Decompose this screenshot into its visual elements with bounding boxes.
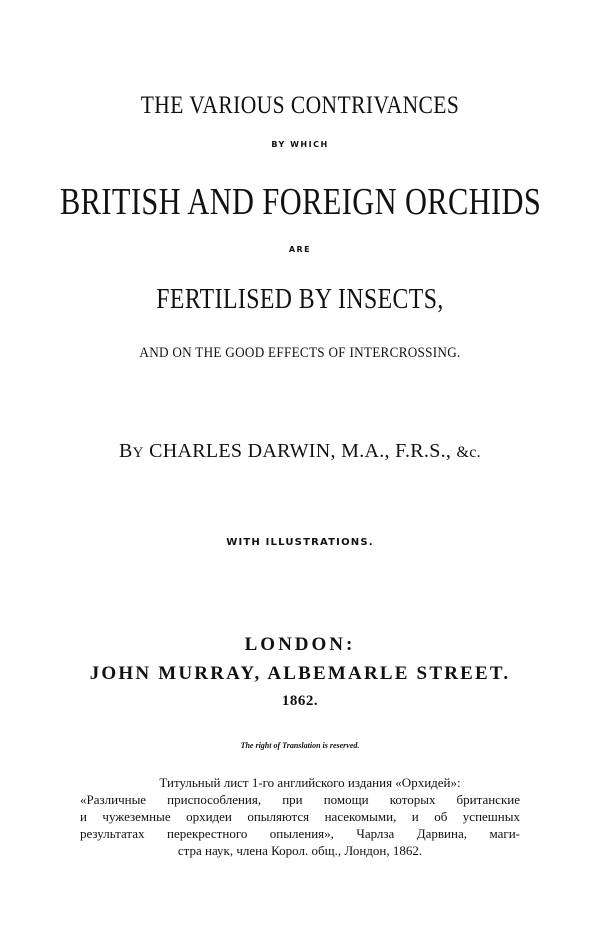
title-line-3: FERTILISED BY INSECTS,	[156, 283, 444, 315]
imprint-city: LONDON:	[244, 634, 356, 655]
caption-line: Титульный лист 1-го английского издания «Орхидей»:	[159, 775, 461, 790]
title-line-1: THE VARIOUS CONTRIVANCES	[140, 92, 460, 119]
illustrations-note: WITH ILLUSTRATIONS.	[226, 537, 374, 548]
caption-line: «Различные приспособления, при помощи которых британские	[80, 792, 520, 807]
caption	[80, 774, 520, 859]
imprint-year: 1862.	[281, 693, 319, 709]
caption-line: результатах перекрестного опыления», Чарлза Дарвина, маги-	[80, 826, 520, 841]
author-line	[0, 440, 600, 463]
subtitle: AND ON THE GOOD EFFECTS OF INTERCROSSING.	[139, 345, 461, 361]
author-by-rest: Y	[132, 445, 144, 461]
author-name: CHARLES DARWIN, M.A., F.R.S.,	[143, 440, 457, 462]
rights-notice: The right of Translation is reserved.	[240, 741, 360, 750]
caption-line: стра наук, члена Корол. общ., Лондон, 1862.	[177, 843, 423, 858]
title-line-2: BRITISH AND FOREIGN ORCHIDS	[60, 181, 542, 223]
imprint-publisher: JOHN MURRAY, ALBEMARLE STREET.	[89, 663, 511, 684]
author-by-initial: B	[119, 440, 133, 462]
author-etc: &c.	[456, 444, 481, 461]
caption-line: и чужеземные орхидеи опыляются насекомыми, и об успешных	[80, 809, 520, 824]
connector-by-which: BY WHICH	[271, 140, 329, 149]
connector-are: ARE	[288, 245, 312, 254]
